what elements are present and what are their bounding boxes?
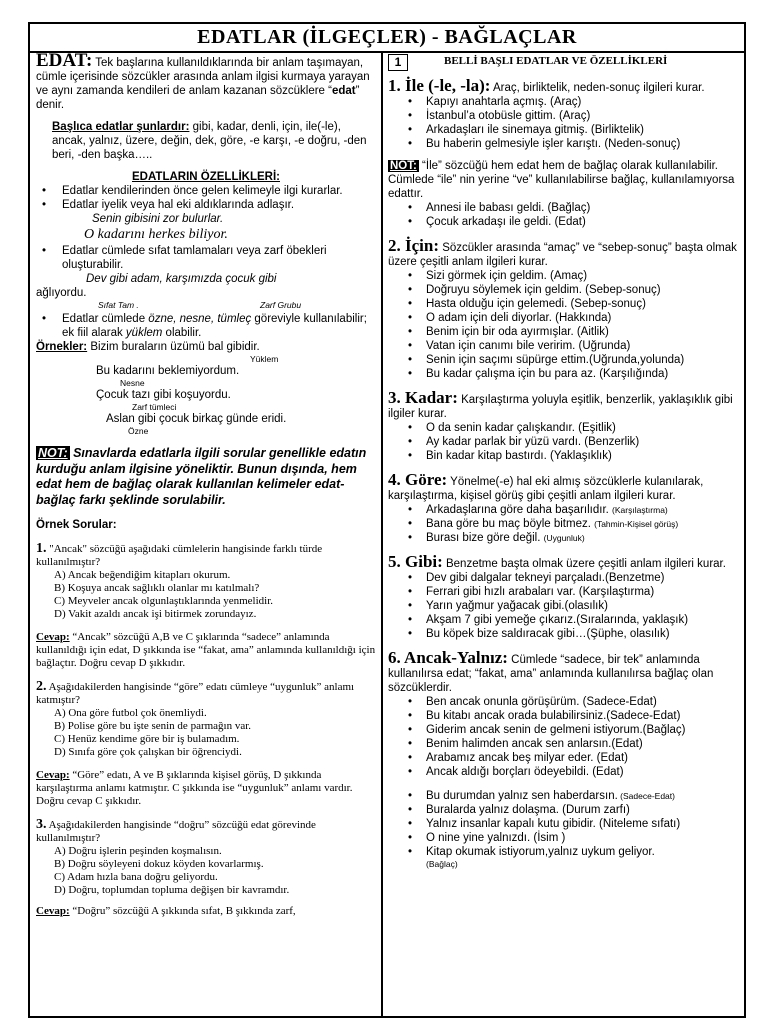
list-item: • Kapıyı anahtarla açmış. (Araç) <box>388 95 742 109</box>
example-text: Aslan gibi çocuk birkaç günde eridi. <box>106 413 287 425</box>
list-item: • Bana göre bu maç böyle bitmez. (Tahmin-Kişisel görüş) <box>388 517 742 531</box>
answer-3: Cevap: “Doğru” sözcüğü A şıkkında sıfat, B şıkkında zarf, <box>36 905 296 917</box>
usage-label: (Karşılaştırma) <box>612 505 668 515</box>
list-item: • Ben ancak onunla görüşürüm. (Sadece-Edat) <box>388 695 742 709</box>
usage-label: (Sadece-Edat) <box>617 791 675 801</box>
list-item: • Bu kadar çalışma için bu para az. (Karşılığında) <box>388 367 742 381</box>
list-item: • Bu kitabı ancak orada bulabilirsiniz.(Sadece-Edat) <box>388 709 742 723</box>
example-text: Çocuk tazı gibi koşuyordu. <box>96 389 231 401</box>
baslica-edatlar: Başlıca edatlar şunlardır: gibi, kadar, denli, için, ile(-le), ancak, yalnız, üzere, değin, dek, göre, -e karşı, -e doğru, -den beri, -den başka….. <box>52 121 367 161</box>
list-item: • Hasta olduğu için gelemedi. (Sebep-sonuç) <box>388 297 742 311</box>
list-item: • Ancak aldığı borçları ödeyebildi. (Edat) <box>388 765 742 779</box>
ile-examples <box>388 95 742 151</box>
example-text: Senin gibisini zor bulurlar. <box>92 213 224 225</box>
edat-definition: EDAT: Tek başlarına kullanıldıklarında bir anlam taşımayan, cümle içerisinde sözcükler arasında anlam ilgisi kurmaya yarayan ve aynı zamanda kendileri de anlam kazanan sözcüklere “edat” denir. <box>36 50 370 111</box>
list-item: • Buralarda yalnız dolaşma. (Durum zarfı) <box>388 803 742 817</box>
list-item: • Burası bize göre değil. (Uygunluk) <box>388 531 742 545</box>
example-text: ağlıyordu. <box>36 287 87 299</box>
list-item: • Edatlar iyelik veya hal eki aldıklarında adlaşır. Senin gibisini zor bulurlar. O kadarını herkes biliyor. <box>36 198 376 244</box>
answer-2: Cevap: “Göre” edatı, A ve B şıklarında kişisel görüş, D şıkkında karşılaştırma anlamı katmıştır. C şıkkında ise “uygunluk” anlamı vardır. Doğru cevap C şıkkıdır. <box>36 769 353 807</box>
question-3: 3. Aşağıdakilerden hangisinde “doğru” sözcüğü edat görevinde kullanılmıştır? A) Doğru işlerin peşinden koşmalısın. B) Doğru söyleyeni dokuz köyden kovarlarmış. C) Adam hızla bana doğru geliyordu. D) Doğru, toplumdan topluma değişen bir kavramdır. Cevap: “Doğru” sözcüğü A şıkkında sıfat, B şıkkında zarf, <box>36 818 376 918</box>
section-header <box>388 54 742 71</box>
list-item: • Arabamız ancak beş milyar eder. (Edat) <box>388 751 742 765</box>
answer-1: Cevap: “Ancak” sözcüğü A,B ve C şıklarında “sadece” anlamında kullanıldığı için edat, D şıkkında ise “fakat, ama” anlamında kullanıldığı için bağlaçtır. Doğru cevap D şıkkıdır. <box>36 631 376 669</box>
usage-label: (Bağlaç) <box>426 859 458 869</box>
list-item: • Senin için saçımı süpürge ettim.(Uğrunda,yolunda) <box>388 353 742 367</box>
list-item: • Sizi görmek için geldim. (Amaç) <box>388 269 742 283</box>
list-item: • Ay kadar parlak bir yüzü vardı. (Benzerlik) <box>388 435 742 449</box>
question-1: 1. "Ancak" sözcüğü aşağıdaki cümlelerin hangisinde farklı türde kullanılmıştır? A) Ancak beğendiğim kitapları okurum. B) Koşuya ancak sağlıklı olanlar mı katılmalı? C) Meyveler ancak olgunlaştıklarında yenmelidir. D) Vakit azaldı ancak işi bitirmek zorundayız. Cevap: “Ancak” sözcüğü A,B ve C şıklarında “sadece” anlamında kullanıldığı için edat, D şıkkında ise “fakat, ama” anlamında kullanıldığı için bağlaçtır. Doğru cevap D şıkkıdır. <box>36 541 376 669</box>
list-item: • Bu durumdan yalnız sen haberdarsın. (Sadece-Edat) <box>388 789 742 803</box>
list-item: • O nine yine yalnızdı. (İsim ) <box>388 831 742 845</box>
note-block: NOT: Sınavlarda edatlarla ilgili sorular genellikle edatın kurduğu anlam ilgisine yöneliktir. Bunun dışında, hem edat hem de bağlaç olarak kullanılan kelimeler edat-bağlaç farkı şeklinde sorulabilir. <box>36 446 367 507</box>
list-item: • Edatlar cümlede özne, nesne, tümleç göreviyle kullanılabilir; ek fiil alarak yüklem olabilir. <box>36 312 376 340</box>
left-column: EDAT: Tek başlarına kullanıldıklarında bir anlam taşımayan, cümle içerisinde sözcükler arasında anlam ilgisi kurmaya yarayan ve aynı zamanda kendileri de anlam kazanan sözcüklere “edat” denir. Başlıca edatlar şunlardır: gibi, kadar, denli, için, ile(-le), ancak, yalnız, üzere, değin, dek, göre, -e karşı, -e doğru, -den beri, -den başka….. EDATLARIN ÖZELLİKLERİ: • Edatlar kendilerinden önce gelen kelimeyle ilgi kurarlar. • Edatlar iyelik veya hal eki aldıklarında adlaşır. Senin gibisini zor bulurlar. O kadarını herkes biliyor. • Edatlar cümlede sıfat tamlamaları veya zarf öbekleri oluşturabilir. Dev gibi adam, karşımızda çocuk gibi ağlıyordu. Sıfat Tam . Zarf Grubu • Edatlar cümlede özne, nesne, tümleç göreviyle kullanılabilir; ek fiil alarak yüklem olabilir. Örnekler: Bizim buraların üzümü bal gibidir. Yüklem Bu kadarını beklemiyordum. Nesne Çocuk tazı gibi koşuyordu. Zarf tümleci Aslan gibi çocuk birkaç günde eridi. Özne NOT: Sınavlarda edatlarla ilgili sorular genellikle edatın kurduğu anlam ilgisine yöneliktir. Bunun dışında, hem edat hem de bağlaç olarak kullanılan kelimeler edat-bağlaç farkı şeklinde sorulabilir. Örnek Sorular: 1. "Ancak" sözcüğü aşağıdaki cümlelerin hangisinde farklı türde kullanılmıştır? A) Ancak beğendiğim kitapları okurum. B) Koşuya ancak sağlıklı olanlar mı katılmalı? C) Meyveler ancak olgunlaştıklarında yenmelidir. D) Vakit azaldı ancak işi bitirmek zorundayız. Cevap: “Ancak” sözcüğü A,B ve C şıklarında “sadece” anlamında kullanıldığı için edat, D şıkkında ise “fakat, ama” anlamında kullanıldığı için bağlaçtır. Doğru cevap D şıkkıdır. 2. Aşağıdakilerden hangisinde “göre” edatı cümleye “uygunluk” anlamı katmıştır? A) Ona göre futbol çok önemliydi. B) Polise göre bu işte senin de parmağın var. C) Henüz kendime göre bir iş bulamadım. D) Sınıfa göre çok çalışkan bir öğrenciydi. Cevap: “Göre” edatı, A ve B şıklarında kişisel görüş, D şıkkında karşılaştırma anlamı katmıştır. C şıkkında ise “uygunluk” anlamı vardır. Doğru cevap C şıkkıdır. 3. Aşağıdakilerden hangisinde “doğru” sözcüğü edat görevinde kullanılmıştır? A) Doğru işlerin peşinden koşmalısın. B) Doğru söyleyeni dokuz köyden kovarlarmış. C) Adam hızla bana doğru geliyordu. D) Doğru, toplumdan topluma değişen bir kavramdır. Cevap: “Doğru” sözcüğü A şıkkında sıfat, B şıkkında zarf, <box>36 54 376 918</box>
list-item: • Arkadaşları ile sinemaya gitmiş. (Birliktelik) <box>388 123 742 137</box>
list-item: • Doğruyu söylemek için geldim. (Sebep-sonuç) <box>388 283 742 297</box>
list-item: • Annesi ile babası geldi. (Bağlaç) <box>388 201 742 215</box>
right-column <box>388 54 742 869</box>
list-item: • Bin kadar kitap bastırdı. (Yaklaşıklık) <box>388 449 742 463</box>
list-item: • Edatlar cümlede sıfat tamlamaları veya zarf öbekleri oluşturabilir. Dev gibi adam, karşımızda çocuk gibi <box>36 244 376 286</box>
yalniz-examples <box>388 789 742 869</box>
usage-label: (Tahmin-Kişisel görüş) <box>594 519 679 529</box>
list-item: • Dev gibi dalgalar tekneyi parçaladı.(Benzetme) <box>388 571 742 585</box>
list-item: • Yarın yağmur yağacak gibi.(olasılık) <box>388 599 742 613</box>
not-label: NOT: <box>38 446 68 460</box>
label-zarf-grubu: Zarf Grubu <box>260 300 302 310</box>
gore-examples <box>388 503 742 545</box>
gore-section: 4. Göre: Yönelme(-e) hal eki almış sözcüklerle kulanılarak, karşılaştırma, kişisel görüş gibi çeşitli anlam ilgileri kurar. <box>388 470 704 502</box>
kadar-section: 3. Kadar: Karşılaştırma yoluyla eşitlik, benzerlik, yaklaşıklık gibi ilgiler kurar. <box>388 388 733 420</box>
list-item: • O da senin kadar çalışkandır. (Eşitlik) <box>388 421 742 435</box>
label-sifat-tam: Sıfat Tam . <box>98 300 139 310</box>
edat-heading: EDAT: <box>36 50 93 71</box>
ile-note: NOT: “İle” sözcüğü hem edat hem de bağlaç olarak kullanılabilir. Cümlede “ile” nin yerine “ve” kullanılabilirse bağlaç, kullanılamıyorsa edattır. <box>388 160 735 200</box>
example-text: Bu kadarını beklemiyordum. <box>96 365 240 377</box>
page-title: EDATLAR (İLGEÇLER) - BAĞLAÇLAR <box>30 24 744 53</box>
list-item: • Vatan için canımı bile veririm. (Uğrunda) <box>388 339 742 353</box>
column-divider <box>381 51 383 1018</box>
example-text: Dev gibi adam, karşımızda çocuk gibi <box>86 273 277 285</box>
ile-section: 1. İle (-le, -la): Araç, birliktelik, neden-sonuç ilgileri kurar. <box>388 76 705 95</box>
icin-section: 2. İçin: Sözcükler arasında “amaç” ve “sebep-sonuç” başta olmak üzere çeşitli anlam ilgileri kurar. <box>388 236 737 268</box>
icin-examples <box>388 269 742 381</box>
list-item: • Kitap okumak istiyorum,yalnız uykum geliyor. (Bağlaç) <box>388 845 742 869</box>
gibi-section: 5. Gibi: Benzetme başta olmak üzere çeşitli anlam ilgileri kurar. <box>388 552 726 571</box>
usage-label: (Uygunluk) <box>543 533 585 543</box>
list-item: • Arkadaşlarına göre daha başarılıdır. (Karşılaştırma) <box>388 503 742 517</box>
list-item: • Akşam 7 gibi yemeğe çıkarız.(Sıralarında, yaklaşık) <box>388 613 742 627</box>
worksheet-page <box>28 22 746 1018</box>
list-item: • Ferrari gibi hızlı arabaları var. (Karşılaştırma) <box>388 585 742 599</box>
gibi-examples <box>388 571 742 641</box>
ancak-section: 6. Ancak-Yalnız: Cümlede “sadece, bir tek” anlamında kullanılırsa edat; “fakat, ama” anlamında kullanılırsa bağlaç olan sözcüklerdir. <box>388 648 714 694</box>
ozellikler-heading: EDATLARIN ÖZELLİKLERİ: <box>132 171 280 183</box>
list-item: • Giderim ancak senin de gelmeni istiyorum.(Bağlaç) <box>388 723 742 737</box>
list-item: • Bu köpek bize saldıracak gibi…(Şüphe, olasılık) <box>388 627 742 641</box>
ornek-sorular-heading: Örnek Sorular: <box>36 519 117 531</box>
ancak-examples <box>388 695 742 779</box>
list-item: • İstanbul’a otobüsle gittim. (Araç) <box>388 109 742 123</box>
list-item: • Yalnız insanlar kapalı kutu gibidir. (Niteleme sıfatı) <box>388 817 742 831</box>
ile-note-examples <box>388 201 742 229</box>
section-title: BELLİ BAŞLI EDATLAR VE ÖZELLİKLERİ <box>444 55 668 67</box>
kadar-examples <box>388 421 742 463</box>
list-item: • Benim halimden ancak sen anlarsın.(Edat) <box>388 737 742 751</box>
list-item: • Edatlar kendilerinden önce gelen kelimeyle ilgi kurarlar. <box>36 184 376 198</box>
list-item: • Benim için bir oda ayırmışlar. (Aitlik) <box>388 325 742 339</box>
list-item: • O adam için deli diyorlar. (Hakkında) <box>388 311 742 325</box>
list-item: • Çocuk arkadaşı ile geldi. (Edat) <box>388 215 742 229</box>
section-number: 1 <box>388 54 408 71</box>
ozellikler-list <box>36 184 376 286</box>
list-item: • Bu haberin gelmesiyle işler karıştı. (Neden-sonuç) <box>388 137 742 151</box>
example-text: O kadarını herkes biliyor. <box>84 227 228 242</box>
question-2: 2. Aşağıdakilerden hangisinde “göre” edatı cümleye “uygunluk” anlamı katmıştır? A) Ona göre futbol çok önemliydi. B) Polise göre bu işte senin de parmağın var. C) Henüz kendime göre bir iş bulamadım. D) Sınıfa göre çok çalışkan bir öğrenciydi. Cevap: “Göre” edatı, A ve B şıklarında kişisel görüş, D şıkkında karşılaştırma anlamı katmıştır. C şıkkında ise “uygunluk” anlamı vardır. Doğru cevap C şıkkıdır. <box>36 680 376 808</box>
ornekler: Örnekler: Bizim buraların üzümü bal gibidir. <box>36 341 260 353</box>
